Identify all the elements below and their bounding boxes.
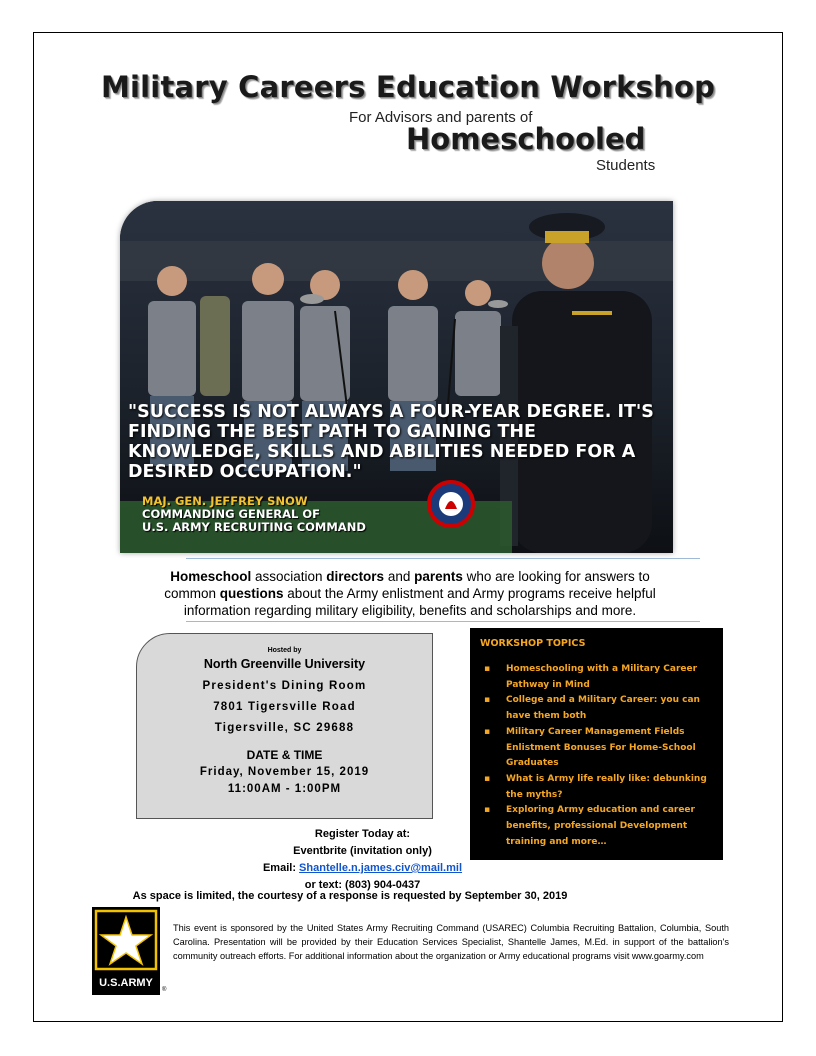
bullet-icon: ▪ bbox=[484, 664, 491, 674]
intro-directors: directors bbox=[326, 569, 385, 584]
register-block bbox=[200, 826, 525, 894]
topic-item bbox=[480, 693, 713, 724]
topic-item bbox=[480, 662, 713, 693]
sponsor-text: This event is sponsored by the United States Army Recruiting Command (USAREC) Columbia Recruiting Battalion, Columbia, South Carolina. Presentation will be provided by their Education Services Specialist, Shantelle James, M.Ed. in support of the battalion's community outreach efforts. For additional information about the organization or Army educational programs visit www.goarmy.com bbox=[173, 923, 729, 961]
venue-city: Tigersville, SC 29688 bbox=[214, 722, 355, 734]
topic-text: College and a Military Career: you can have them both bbox=[506, 695, 700, 722]
venue-room: President's Dining Room bbox=[202, 680, 367, 692]
divider-bottom bbox=[186, 621, 700, 622]
topic-text: What is Army life really like: debunking the myths? bbox=[506, 773, 707, 800]
event-time: 11:00AM - 1:00PM bbox=[227, 783, 342, 795]
bullet-icon: ▪ bbox=[484, 805, 491, 816]
intro-parents: parents bbox=[414, 569, 463, 584]
page-title: Military Careers Education Workshop bbox=[100, 70, 716, 104]
subtitle-advisors: For Advisors and parents of bbox=[349, 109, 533, 126]
intro-paragraph bbox=[150, 568, 670, 619]
intro-questions: questions bbox=[219, 586, 284, 601]
logo-text: U.S.ARMY bbox=[99, 977, 153, 989]
author-title-1: COMMANDING GENERAL OF bbox=[142, 507, 321, 521]
bullet-icon: ▪ bbox=[484, 695, 491, 706]
date-time-label: DATE & TIME bbox=[246, 748, 323, 762]
topic-item bbox=[480, 772, 713, 803]
topic-text: Homeschooling with a Military Career Pathway in Mind bbox=[506, 664, 698, 690]
bullet-icon: ▪ bbox=[484, 726, 491, 737]
bullet-icon: ▪ bbox=[484, 773, 491, 784]
topic-item bbox=[480, 725, 713, 772]
divider-top bbox=[186, 558, 700, 559]
intro-homeschool: Homeschool bbox=[170, 569, 252, 584]
us-army-logo bbox=[92, 907, 160, 995]
topics-heading: WORKSHOP TOPICS bbox=[480, 638, 586, 649]
banner-photo bbox=[120, 201, 673, 553]
university-name: North Greenville University bbox=[203, 657, 366, 671]
banner-quote: "SUCCESS IS NOT ALWAYS A FOUR-YEAR DEGREE. IT'S FINDING THE BEST PATH TO GAINING THE KNOWLEDGE, SKILLS AND ABILITIES NEEDED FOR A DESIRED OCCUPATION." bbox=[128, 402, 654, 482]
intro-text: who are looking for answers to common bbox=[164, 569, 650, 601]
registered-mark: ® bbox=[162, 987, 167, 993]
email-label: Email: bbox=[262, 862, 300, 874]
register-eventbrite: Eventbrite (invitation only) bbox=[293, 845, 432, 857]
venue-box bbox=[136, 633, 433, 819]
topics-list bbox=[480, 662, 713, 850]
register-heading: Register Today at: bbox=[314, 828, 411, 840]
quote-author bbox=[142, 495, 366, 534]
register-text-line: or text: (803) 904-0437 bbox=[304, 879, 421, 891]
topic-text: Military Career Management Fields Enlistment Bonuses For Home-School Graduates bbox=[506, 726, 696, 769]
author-title-2: U.S. ARMY RECRUITING COMMAND bbox=[142, 520, 366, 534]
venue-street: 7801 Tigersville Road bbox=[213, 701, 356, 713]
register-email-line bbox=[200, 860, 525, 877]
subtitle-homeschooled: Homeschooled bbox=[406, 122, 646, 156]
email-link[interactable]: Shantelle.n.james.civ@mail.mil bbox=[299, 862, 463, 874]
subtitle-students: Students bbox=[596, 157, 656, 174]
event-date: Friday, November 15, 2019 bbox=[199, 766, 370, 778]
rsvp-deadline: As space is limited, the courtesy of a response is requested by September 30, 2019 bbox=[132, 890, 568, 902]
intro-text: and bbox=[384, 569, 415, 584]
author-name: MAJ. GEN. JEFFREY SNOW bbox=[142, 494, 308, 508]
hosted-by-label: Hosted by bbox=[267, 647, 302, 654]
recruiting-badge-icon bbox=[429, 482, 473, 526]
topic-text: Exploring Army education and career benefits, professional Development training and more… bbox=[506, 805, 695, 847]
intro-text: about the Army enlistment and Army programs receive helpful information regarding military eligibility, benefits and scholarships and more. bbox=[183, 586, 656, 618]
intro-text: association bbox=[251, 569, 327, 584]
